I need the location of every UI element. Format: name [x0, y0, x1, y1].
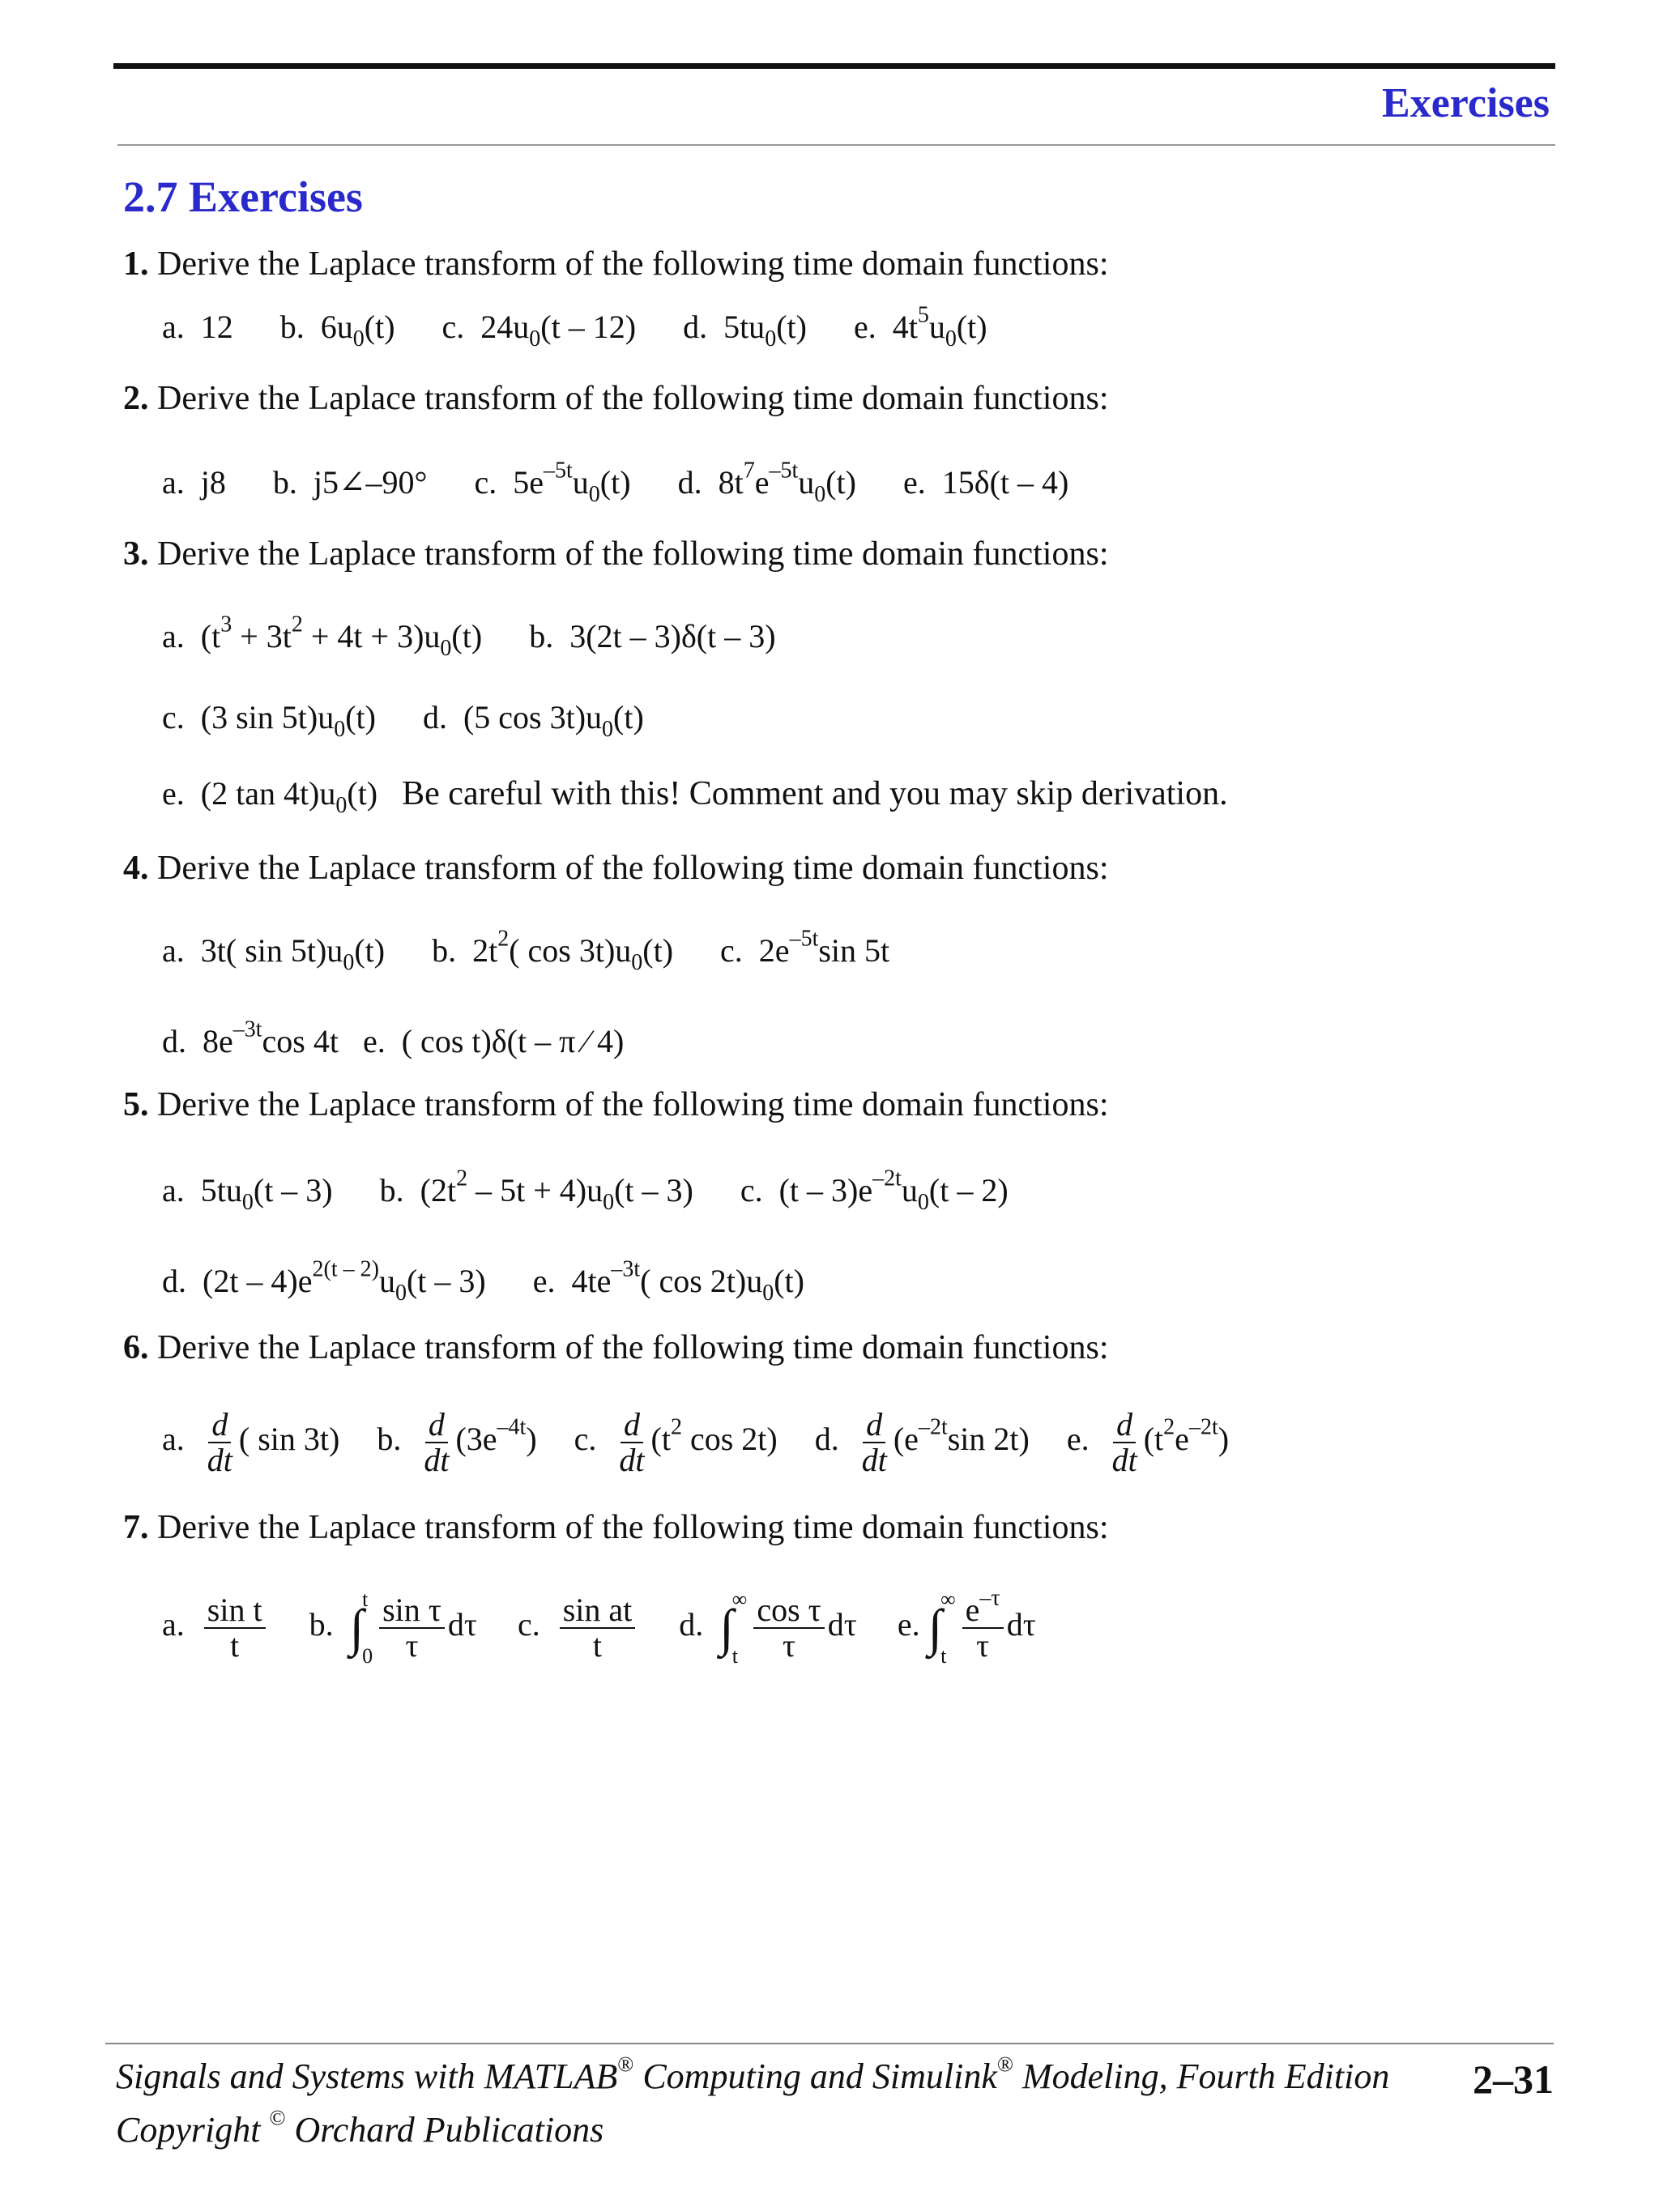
- problem-1-formulas: [162, 302, 1026, 352]
- problem-6-formulas: [162, 1408, 1229, 1477]
- registered-mark: ®: [617, 2051, 634, 2076]
- problem-2-formulas: [162, 458, 1107, 507]
- problem-number: 1.: [123, 245, 149, 283]
- problem-5-formulas-row1: [162, 1166, 1047, 1215]
- problem-number: 4.: [123, 850, 149, 887]
- problem-4-formulas-row1: [162, 926, 928, 975]
- problem-3-comment: Be careful with this! Comment and you may skip derivation.: [402, 775, 1228, 812]
- formula-4b: b. $2t^2$( $\cos 3t)u_0(t)$: [432, 926, 674, 975]
- formula-7a: a. $\frac{\text{sin t}}{t}$: [162, 1593, 269, 1663]
- formula-7c: c. $\frac{\text{sin at}}{t}$: [518, 1593, 638, 1663]
- section-title: 2.7 Exercises: [123, 173, 363, 221]
- formula-1b: b. $6u_0(t)$: [279, 309, 395, 352]
- problem-number: 3.: [123, 535, 149, 573]
- problem-number: 7.: [123, 1509, 149, 1546]
- formula-3b: b. 3(2t – 3)δ(t – 3): [529, 618, 776, 654]
- problem-6: [123, 1328, 1108, 1367]
- formula-2c: c. $5e^{-5t}u_0(t)$: [474, 458, 631, 507]
- running-header: Exercises: [1382, 80, 1550, 126]
- formula-3e: e. (2 $\tan 4t)u_0(t)$: [162, 775, 394, 818]
- formula-1e: e. $4t^5u_0(t)$: [853, 302, 987, 352]
- header-divider: [117, 144, 1555, 146]
- footer-book-title: [116, 2051, 1390, 2097]
- top-rule: [113, 63, 1555, 69]
- problem-3-formulas-row1: [162, 612, 815, 661]
- problem-text: Derive the Laplace transform of the following time domain functions:: [157, 850, 1109, 887]
- footer-text: Signals and Systems with MATLAB: [116, 2056, 618, 2096]
- problem-3: [123, 535, 1108, 573]
- problem-text: Derive the Laplace transform of the following time domain functions:: [157, 245, 1109, 283]
- formula-4e: e. ( cos t)δ(t – π ⁄ 4): [362, 1023, 625, 1059]
- problem-text: Derive the Laplace transform of the following time domain functions:: [157, 1329, 1109, 1366]
- problem-7-formulas: [162, 1585, 1036, 1669]
- footer-text: Computing and Simulink: [633, 2056, 997, 2096]
- formula-3a: a. $(t^3 + 3t^2 + 4t + 3)u_0(t)$: [162, 612, 483, 661]
- problem-4: [123, 849, 1108, 888]
- formula-2e: e. 15δ(t – 4): [903, 464, 1069, 501]
- problem-text: Derive the Laplace transform of the following time domain functions:: [157, 1086, 1109, 1123]
- formula-6b: b. $\frac{d}{dt}$ $(3e^{-4t})$: [377, 1406, 537, 1478]
- problem-number: 2.: [123, 380, 149, 417]
- formula-6a: a. $\frac{d}{dt}$ ( sin 3t): [162, 1406, 340, 1478]
- problem-3-formulas-row2: [162, 698, 683, 742]
- formula-4c: c. $2e^{-5t}\sin$ 5t: [720, 926, 890, 969]
- problem-text: Derive the Laplace transform of the following time domain functions:: [157, 535, 1109, 573]
- formula-1a: a. 12: [162, 309, 233, 345]
- problem-2: [123, 379, 1108, 418]
- formula-3d: d. (5 $\cos 3t)u_0(t)$: [422, 699, 644, 742]
- formula-2a: a. j8: [162, 464, 226, 501]
- copyright-mark: ©: [269, 2104, 286, 2129]
- problem-4-formulas-row2: [162, 1016, 625, 1060]
- problem-5: [123, 1085, 1108, 1124]
- problem-5-formulas-row2: [162, 1256, 843, 1306]
- formula-6c: c. $\frac{d}{dt}$ ($t^2$ cos 2t): [574, 1406, 778, 1478]
- formula-2d: d. $8t^7e^{-5t}u_0(t)$: [677, 458, 856, 507]
- formula-7b: b. ∫ t 0 $\frac{\text{sin τ}}{\tau}$ dτ: [309, 1588, 477, 1668]
- formula-4a: a. 3t( $\sin 5t)u_0(t)$: [162, 932, 386, 975]
- formula-7e: e. ∫ ∞ t $\frac{e^{-\tau}}{\tau}$ dτ: [897, 1585, 1036, 1668]
- formula-5c: c. $(t - 3)e^{-2t}u_0(t - 2)$: [740, 1166, 1009, 1215]
- formula-2b: b. j5∠–90°: [272, 464, 428, 501]
- formula-5b: b. $(2t^2 - 5t + 4)u_0(t - 3)$: [379, 1166, 693, 1215]
- footer-divider: [105, 2043, 1554, 2044]
- footer-text: Modeling, Fourth Edition: [1013, 2056, 1390, 2096]
- footer-text: Orchard Publications: [285, 2110, 604, 2150]
- formula-6d: d. $\frac{d}{dt}$ ($e^{-2t}\sin$ 2t): [814, 1406, 1030, 1478]
- formula-5d: d. $(2t - 4)e^{2(t - 2)}u_0(t - 3)$: [162, 1256, 486, 1306]
- problem-number: 6.: [123, 1329, 149, 1366]
- problem-1: [123, 245, 1108, 283]
- formula-6e: e. $\frac{d}{dt}$ $(t^2e^{-2t})$: [1066, 1406, 1230, 1478]
- footer-text: Copyright: [116, 2110, 261, 2150]
- problem-3-formulas-row3: [162, 774, 1228, 818]
- formula-5e: e. $4te^{-3t}$( $\cos 2t)u_0(t)$: [532, 1256, 804, 1306]
- page-number: 2–31: [1473, 2056, 1554, 2102]
- formula-3c: c. (3 $\sin 5t)u_0(t)$: [162, 699, 376, 742]
- footer-copyright: [116, 2104, 604, 2150]
- formula-7d: d. ∫ ∞ t $\frac{\text{cos τ}}{\tau}$ dτ: [679, 1588, 857, 1668]
- problem-text: Derive the Laplace transform of the following time domain functions:: [157, 380, 1109, 417]
- problem-number: 5.: [123, 1086, 149, 1123]
- formula-4d: d. $8e^{-3t}\cos$ 4t: [162, 1016, 355, 1059]
- formula-1c: c. $24u_0(t - 12)$: [441, 309, 637, 352]
- registered-mark: ®: [996, 2051, 1013, 2076]
- formula-1d: d. $5tu_0(t)$: [683, 309, 807, 352]
- problem-text: Derive the Laplace transform of the following time domain functions:: [157, 1509, 1109, 1546]
- problem-7: [123, 1508, 1108, 1547]
- formula-5a: a. $5tu_0(t - 3)$: [162, 1172, 333, 1215]
